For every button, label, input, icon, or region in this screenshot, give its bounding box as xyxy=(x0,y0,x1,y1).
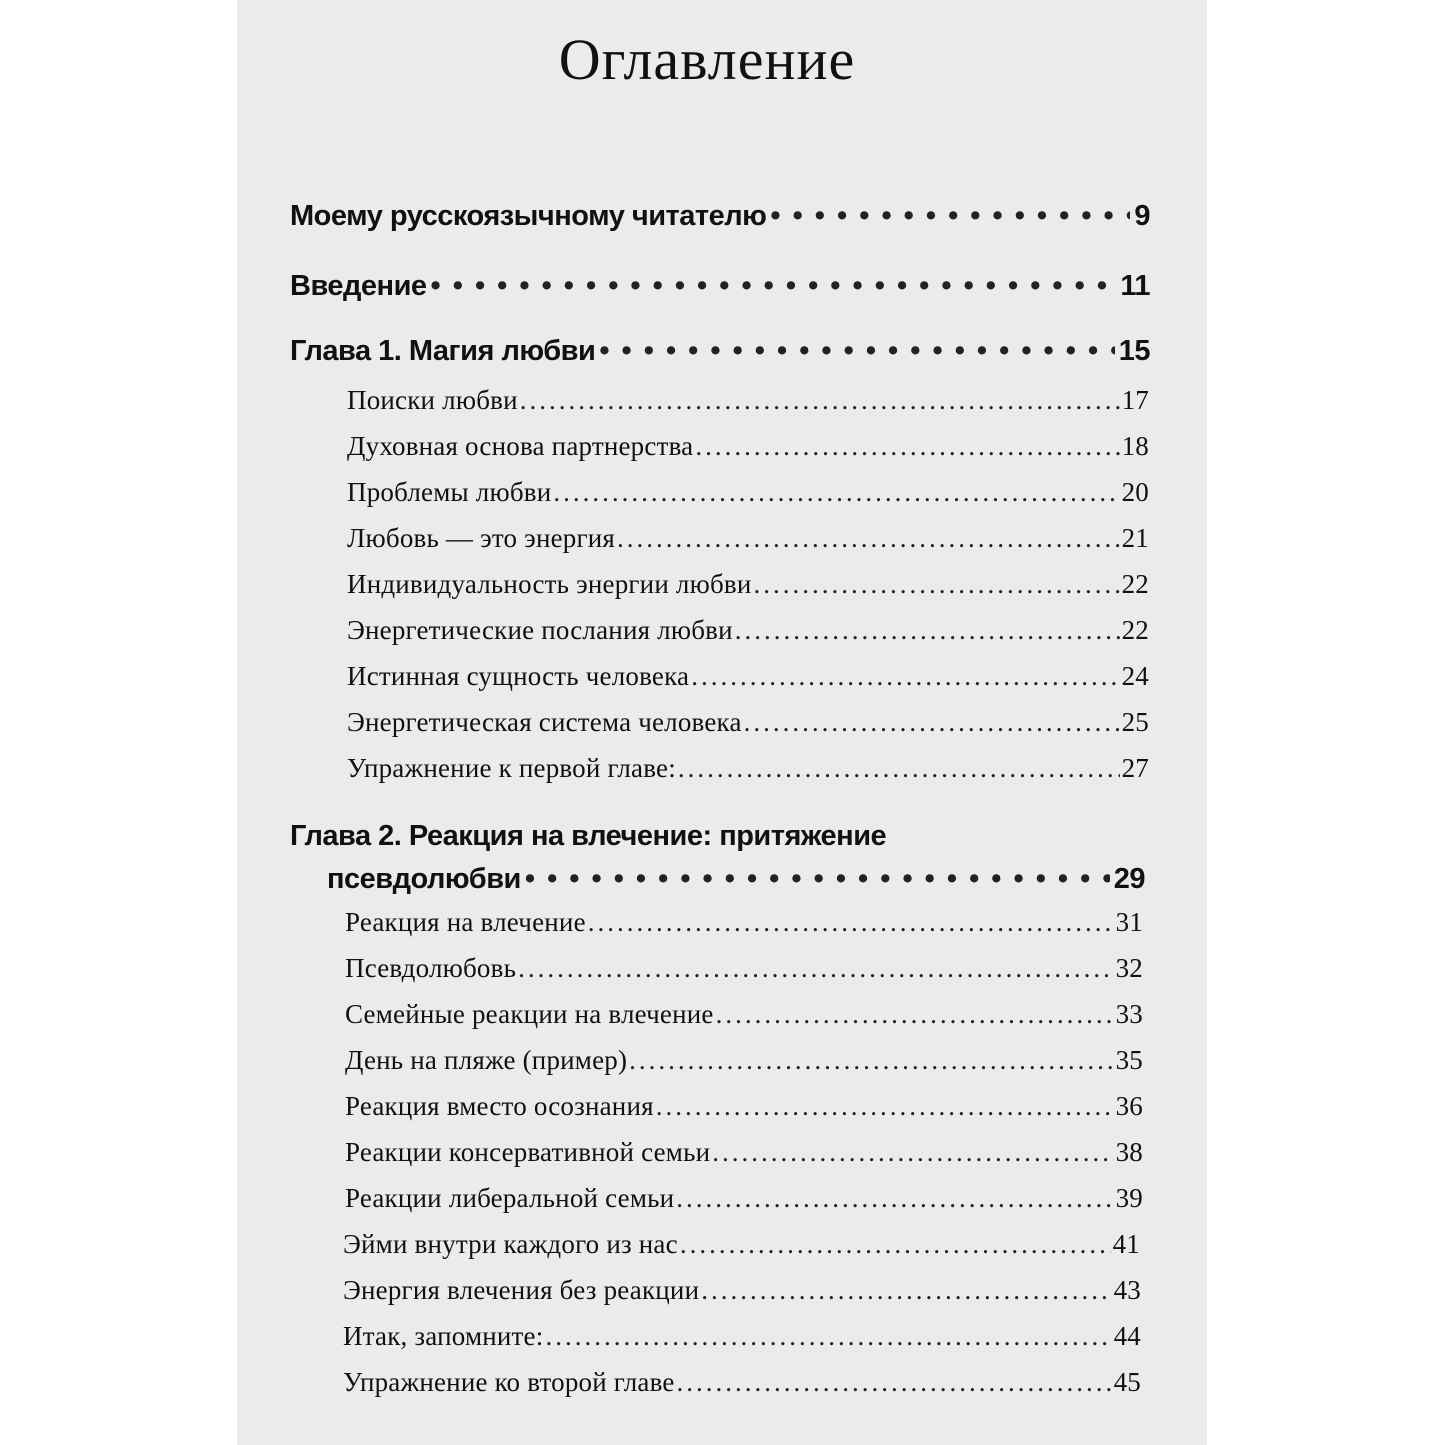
dot-leader xyxy=(716,999,1114,1030)
toc-section xyxy=(345,1045,1143,1076)
toc-section-label: Итак, запомните: xyxy=(343,1321,544,1351)
toc-page-number: 45 xyxy=(1113,1367,1141,1397)
toc-page-number: 17 xyxy=(1121,385,1149,415)
toc-section xyxy=(347,569,1149,600)
toc-page-number: 11 xyxy=(1120,270,1150,302)
dot-leader xyxy=(617,523,1120,554)
dot-leader xyxy=(656,1091,1114,1122)
toc-page-number: 9 xyxy=(1134,200,1150,232)
toc-section xyxy=(343,1275,1141,1306)
toc-page-number: 43 xyxy=(1113,1275,1141,1305)
toc-section xyxy=(347,615,1149,646)
toc-page-number: 44 xyxy=(1113,1321,1141,1351)
dot-leader xyxy=(431,270,1117,303)
toc-section-label: Индивидуальность энергии любви xyxy=(347,569,752,599)
dot-leader xyxy=(754,569,1120,600)
dot-leader xyxy=(712,1137,1113,1168)
toc-section-label: Энергия влечения без реакции xyxy=(343,1275,700,1305)
toc-section-label: Реакции либеральной семьи xyxy=(345,1183,675,1213)
toc-section-label: Энергетические послания любви xyxy=(347,615,733,645)
toc-page-number: 32 xyxy=(1115,953,1143,983)
toc-section xyxy=(345,1091,1143,1122)
toc-entry-chapter-2 xyxy=(327,863,1145,896)
toc-page-number: 18 xyxy=(1121,431,1149,461)
toc-section-label: Реакция на влечение xyxy=(345,907,586,937)
toc-entry-reader xyxy=(290,200,1150,233)
toc-entry-introduction xyxy=(290,270,1150,303)
toc-section xyxy=(347,477,1149,508)
toc-section xyxy=(345,907,1143,938)
toc-section-label: Поиски любви xyxy=(347,385,518,415)
toc-section xyxy=(343,1367,1141,1398)
toc-section-label: Духовная основа партнерства xyxy=(347,431,694,461)
toc-entry-label: Введение xyxy=(290,270,427,302)
toc-section-label: Реакции консервативной семьи xyxy=(345,1137,711,1167)
toc-page-number: 39 xyxy=(1115,1183,1143,1213)
toc-section-label: Упражнение ко второй главе xyxy=(343,1367,675,1397)
toc-page-number: 31 xyxy=(1115,907,1143,937)
toc-page-number: 33 xyxy=(1115,999,1143,1029)
toc-section-label: Истинная сущность человека xyxy=(347,661,690,691)
toc-section-label: Упражнение к первой главе: xyxy=(347,753,676,783)
toc-entry-chapter-1 xyxy=(290,335,1150,368)
page-title: Оглавление xyxy=(558,27,856,92)
toc-entry-label: Моему русскоязычному читателю xyxy=(290,200,767,232)
book-page xyxy=(237,0,1207,1445)
toc-page-number: 41 xyxy=(1112,1229,1140,1259)
toc-entry-chapter-2-line-1: Глава 2. Реакция на влечение: притяжение xyxy=(290,820,887,852)
dot-leader xyxy=(678,753,1120,784)
dot-leader xyxy=(588,907,1114,938)
toc-section xyxy=(347,707,1149,738)
toc-section xyxy=(343,1321,1141,1352)
toc-page-number: 22 xyxy=(1121,569,1149,599)
toc-page-number: 29 xyxy=(1113,863,1145,895)
toc-page-number: 27 xyxy=(1121,753,1149,783)
toc-section xyxy=(345,1137,1143,1168)
dot-leader xyxy=(744,707,1120,738)
toc-section-label: День на пляже (пример) xyxy=(345,1045,628,1075)
toc-section xyxy=(347,431,1149,462)
toc-section-label: Энергетическая система человека xyxy=(347,707,742,737)
toc-entry-label: Глава 1. Магия любви xyxy=(290,335,596,367)
dot-leader xyxy=(691,661,1119,692)
toc-section-label: Эйми внутри каждого из нас xyxy=(343,1229,678,1259)
toc-section xyxy=(347,523,1149,554)
toc-page-number: 24 xyxy=(1121,661,1149,691)
dot-leader xyxy=(518,953,1113,984)
dot-leader xyxy=(545,1321,1111,1352)
dot-leader xyxy=(677,1367,1112,1398)
toc-page-number: 38 xyxy=(1115,1137,1143,1167)
toc-section-label: Реакция вместо осознания xyxy=(345,1091,654,1121)
dot-leader xyxy=(525,863,1110,896)
toc-page-number: 35 xyxy=(1115,1045,1143,1075)
toc-section xyxy=(347,385,1149,416)
toc-page-number: 15 xyxy=(1118,335,1150,367)
toc-section-label: Проблемы любви xyxy=(347,477,552,507)
toc-page-number: 25 xyxy=(1121,707,1149,737)
dot-leader xyxy=(520,385,1120,416)
dot-leader xyxy=(770,200,1130,233)
dot-leader xyxy=(629,1045,1113,1076)
toc-section-label: Семейные реакции на влечение xyxy=(345,999,714,1029)
dot-leader xyxy=(695,431,1119,462)
toc-entry-label: псевдолюбви xyxy=(327,863,521,895)
dot-leader xyxy=(676,1183,1113,1214)
toc-section xyxy=(343,1229,1140,1260)
dot-leader xyxy=(735,615,1120,646)
toc-page-number: 20 xyxy=(1121,477,1149,507)
toc-section xyxy=(347,661,1149,692)
dot-leader xyxy=(680,1229,1111,1260)
toc-section xyxy=(345,999,1143,1030)
toc-section-label: Любовь — это энергия xyxy=(347,523,616,553)
toc-page-number: 22 xyxy=(1121,615,1149,645)
toc-page-number: 21 xyxy=(1121,523,1149,553)
toc-section xyxy=(345,1183,1143,1214)
toc-page-number: 36 xyxy=(1115,1091,1143,1121)
toc-section xyxy=(345,953,1143,984)
dot-leader xyxy=(553,477,1119,508)
toc-section xyxy=(347,753,1149,784)
dot-leader xyxy=(599,335,1114,368)
dot-leader xyxy=(701,1275,1111,1306)
toc-section-label: Псевдолюбовь xyxy=(345,953,517,983)
